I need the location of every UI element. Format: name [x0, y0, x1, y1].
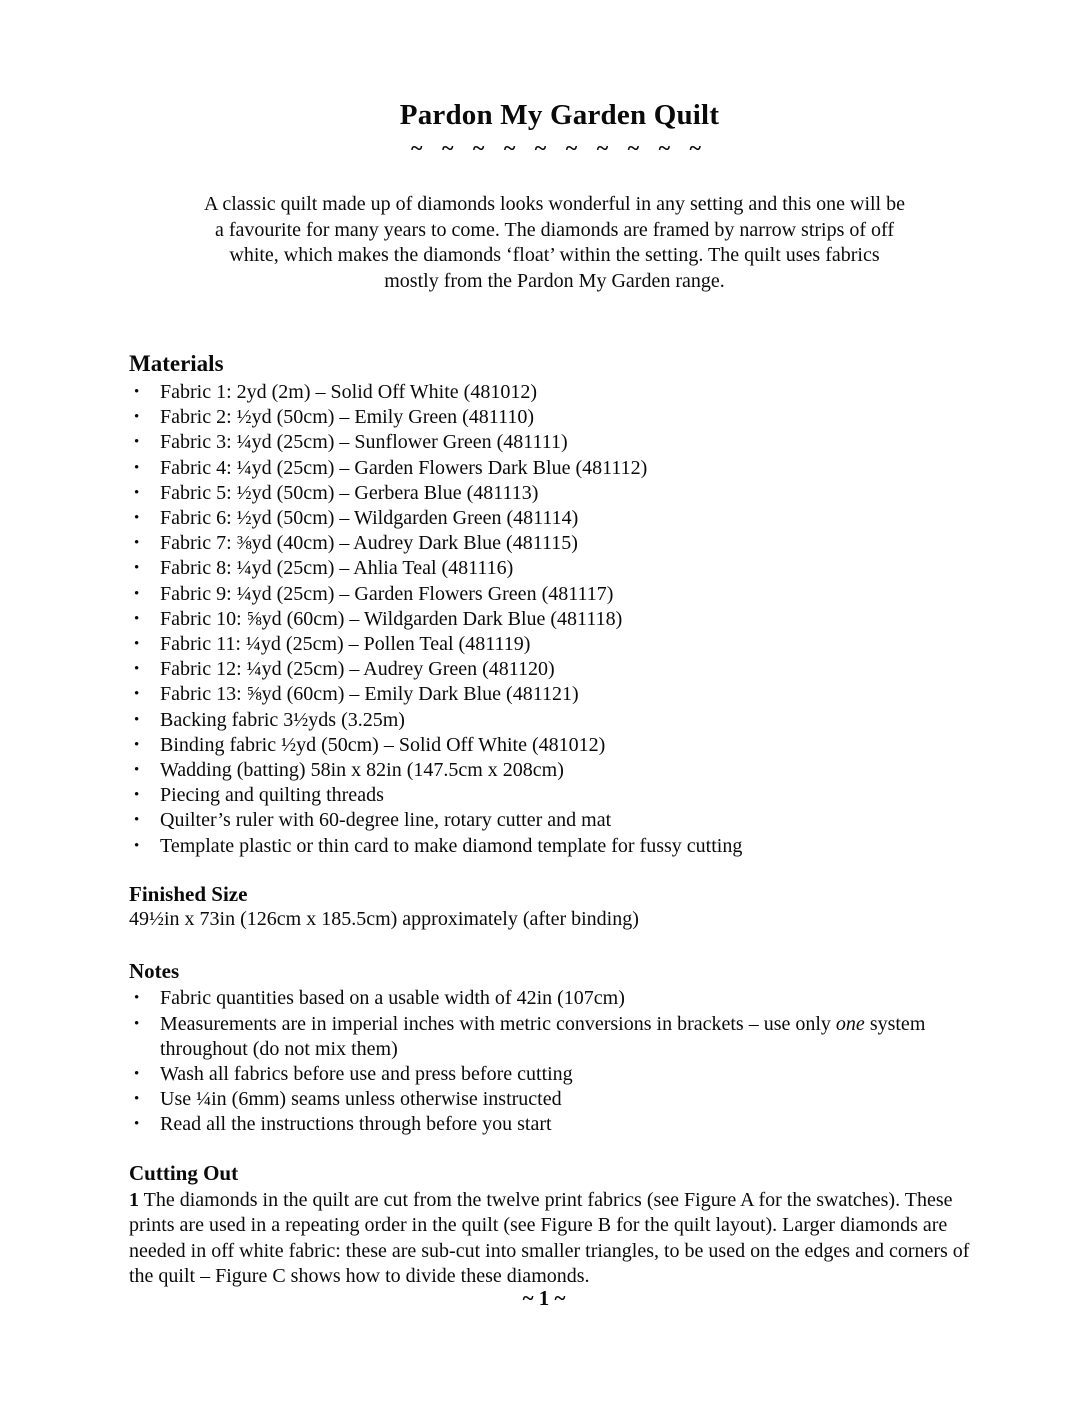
bullet-icon: •: [134, 585, 140, 602]
materials-list-item: [129, 758, 980, 783]
materials-list-item: [129, 708, 980, 733]
intro-line: A classic quilt made up of diamonds looks wonderful in any setting and this one will be: [203, 193, 905, 215]
bullet-icon: •: [134, 560, 140, 577]
bullet-icon: •: [134, 459, 140, 476]
bullet-icon: •: [134, 837, 140, 854]
materials-list-item: [129, 808, 980, 833]
materials-list-item: [129, 733, 980, 758]
intro-paragraph: [155, 192, 955, 294]
bullet-icon: •: [134, 762, 140, 779]
materials-list: [129, 380, 980, 859]
materials-list-item: [129, 506, 980, 531]
bullet-icon: •: [134, 736, 140, 753]
bullet-icon: •: [134, 636, 140, 653]
finished-size-value: 49½in x 73in (126cm x 185.5cm) approximately (after binding): [129, 907, 639, 930]
bullet-icon: •: [134, 484, 140, 501]
notes-list-item: [129, 986, 980, 1011]
materials-item-text: Wadding (batting) 58in x 82in (147.5cm x 208cm): [160, 759, 564, 782]
bullet-icon: •: [134, 1065, 140, 1082]
step-number: 1: [129, 1188, 139, 1211]
materials-item-text: Piecing and quilting threads: [160, 784, 384, 807]
notes-list-item: [129, 1062, 980, 1087]
bullet-icon: •: [134, 610, 140, 627]
materials-list-item: [129, 657, 980, 682]
bullet-icon: •: [134, 535, 140, 552]
materials-item-text: Fabric 6: ½yd (50cm) – Wildgarden Green (481114): [160, 507, 579, 530]
materials-list-item: [129, 456, 980, 481]
bullet-icon: •: [134, 409, 140, 426]
materials-item-text: Fabric 1: 2yd (2m) – Solid Off White (481012): [160, 381, 537, 403]
bullet-icon: •: [134, 661, 140, 678]
tilde-divider: ~ ~ ~ ~ ~ ~ ~ ~ ~ ~: [411, 135, 708, 160]
bullet-icon: •: [134, 990, 140, 1007]
notes-list-item: [129, 1087, 980, 1112]
bullet-icon: •: [134, 711, 140, 728]
materials-list-item: [129, 783, 980, 808]
intro-line: mostly from the Pardon My Garden range.: [384, 269, 725, 292]
notes-item-text: Fabric quantities based on a usable width of 42in (107cm): [160, 987, 625, 1010]
cutting-out-text: The diamonds in the quilt are cut from the twelve print fabrics (see Figure A for the swatches). These prints are used in a repeating order in the quilt (see Figure B for the quilt layout). Larger diamonds are needed in off white fabric: these are sub-cut into smaller triangles, to be used on the edges and corners of the quilt – Figure C shows how to divide these diamonds.: [129, 1188, 970, 1288]
cutting-out-heading: Cutting Out: [129, 1160, 239, 1185]
materials-item-text: Template plastic or thin card to make diamond template for fussy cutting: [160, 834, 743, 857]
materials-list-item: [129, 607, 980, 632]
materials-list-item: [129, 531, 980, 556]
bullet-icon: •: [134, 812, 140, 829]
bullet-icon: •: [134, 384, 140, 400]
materials-item-text: Binding fabric ½yd (50cm) – Solid Off White (481012): [160, 733, 606, 756]
materials-list-item: [129, 682, 980, 707]
materials-list-item: [129, 430, 980, 455]
bullet-icon: •: [134, 686, 140, 703]
materials-list-item: [129, 834, 980, 859]
notes-item-text: Use ¼in (6mm) seams unless otherwise instructed: [160, 1088, 562, 1111]
page-number: ~ 1 ~: [522, 1286, 566, 1310]
bullet-icon: •: [134, 434, 140, 451]
materials-item-text: Fabric 13: ⅝yd (60cm) – Emily Dark Blue (481121): [160, 683, 579, 706]
bullet-icon: •: [134, 510, 140, 527]
materials-item-text: Fabric 2: ½yd (50cm) – Emily Green (481110): [160, 406, 534, 429]
materials-list-item: [129, 632, 980, 657]
notes-item-text: Read all the instructions through before you start: [160, 1113, 552, 1136]
materials-item-text: Fabric 3: ¼yd (25cm) – Sunflower Green (481111): [160, 431, 568, 454]
materials-item-text: Quilter’s ruler with 60-degree line, rotary cutter and mat: [160, 809, 612, 832]
cutting-out-step: [129, 1188, 980, 1290]
materials-item-text: Fabric 7: ⅜yd (40cm) – Audrey Dark Blue (481115): [160, 532, 578, 555]
notes-list-item: [129, 1012, 980, 1062]
intro-line: a favourite for many years to come. The diamonds are framed by narrow strips of off: [214, 218, 895, 241]
materials-list-item: [129, 556, 980, 581]
materials-item-text: Fabric 9: ¼yd (25cm) – Garden Flowers Green (481117): [160, 582, 614, 605]
materials-item-text: Fabric 4: ¼yd (25cm) – Garden Flowers Dark Blue (481112): [160, 456, 648, 479]
notes-list: [129, 986, 980, 1137]
notes-list-item: [129, 1112, 980, 1137]
bullet-icon: •: [134, 1116, 140, 1133]
materials-item-text: Backing fabric 3½yds (3.25m): [160, 708, 405, 731]
notes-heading: Notes: [129, 959, 180, 984]
bullet-icon: •: [134, 1015, 140, 1032]
materials-item-text: Fabric 5: ½yd (50cm) – Gerbera Blue (481113): [160, 481, 539, 504]
intro-line: white, which makes the diamonds ‘float’ within the setting. The quilt uses fabrics: [229, 244, 880, 266]
materials-list-item: [129, 380, 980, 405]
page-title: Pardon My Garden Quilt: [399, 99, 720, 131]
notes-item-text: Wash all fabrics before use and press before cutting: [160, 1062, 573, 1085]
bullet-icon: •: [134, 1091, 140, 1108]
materials-item-text: Fabric 12: ¼yd (25cm) – Audrey Green (481120): [160, 658, 555, 681]
materials-heading: Materials: [129, 351, 224, 376]
materials-item-text: Fabric 11: ¼yd (25cm) – Pollen Teal (481119): [160, 633, 531, 656]
materials-item-text: Fabric 10: ⅝yd (60cm) – Wildgarden Dark Blue (481118): [160, 607, 623, 630]
notes-item-text: Measurements are in imperial inches with metric conversions in brackets – use only one system throughout (do not mix them): [160, 1012, 926, 1060]
materials-item-text: Fabric 8: ¼yd (25cm) – Ahlia Teal (481116): [160, 557, 514, 580]
materials-list-item: [129, 405, 980, 430]
materials-list-item: [129, 582, 980, 607]
finished-size-heading: Finished Size: [129, 881, 248, 906]
materials-list-item: [129, 481, 980, 506]
bullet-icon: •: [134, 787, 140, 804]
